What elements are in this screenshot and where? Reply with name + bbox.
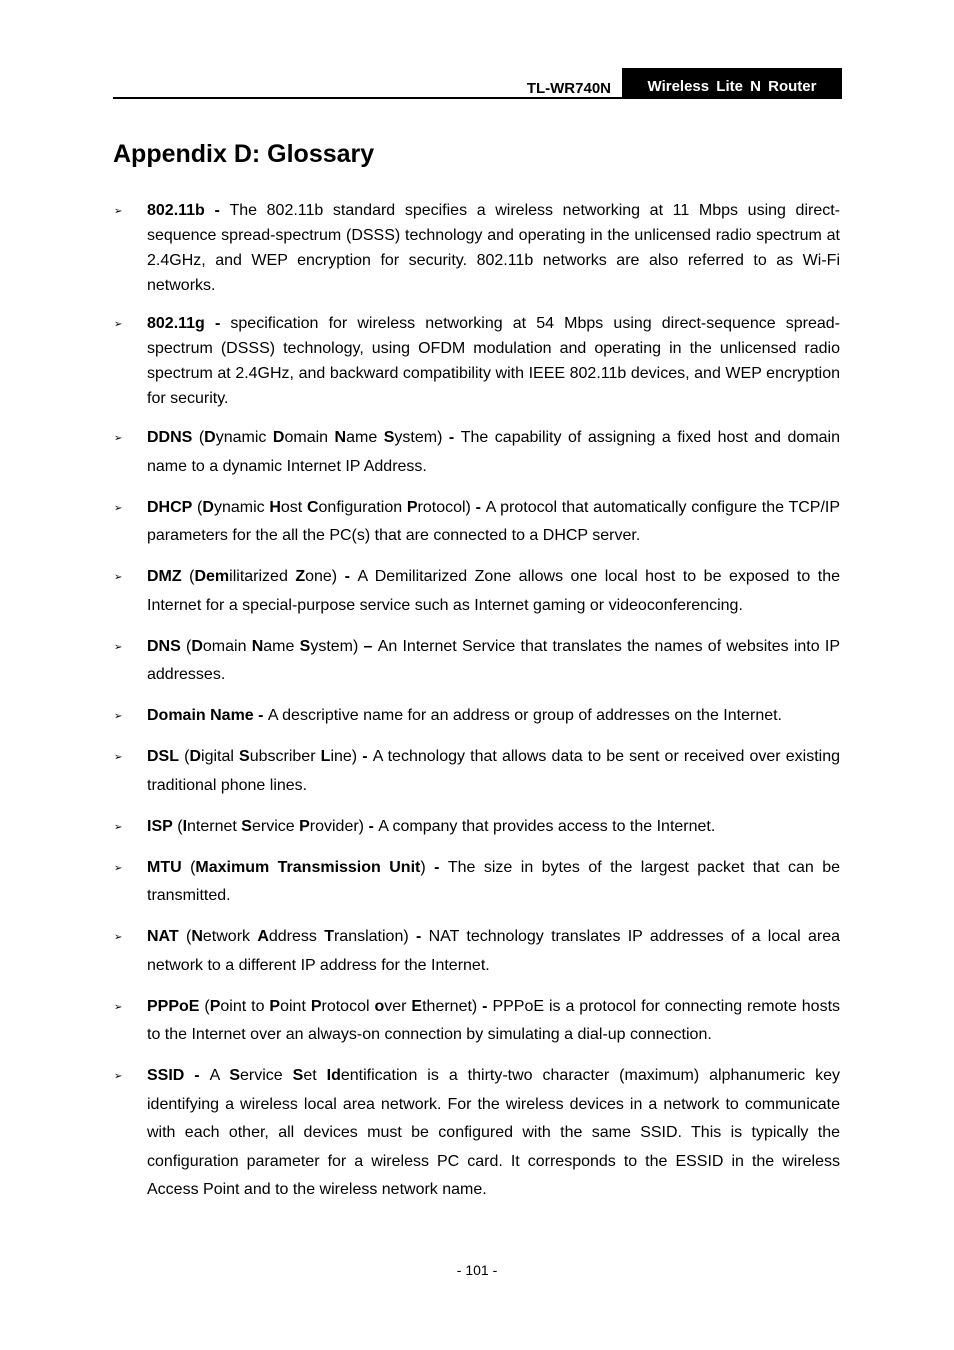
header-rule bbox=[113, 97, 842, 99]
glossary-entry bbox=[113, 1062, 840, 1205]
glossary-definition-text: A protocol that automatically configure the TCP/IP parameters for the all the PC(s) that are connected to a DHCP server. bbox=[147, 498, 841, 544]
arrow-bullet-icon: ➢ bbox=[114, 433, 123, 444]
arrow-bullet-icon: ➢ bbox=[114, 572, 123, 583]
glossary-entry bbox=[113, 993, 840, 1050]
glossary-entry bbox=[113, 424, 840, 481]
glossary-list bbox=[113, 198, 840, 1217]
glossary-definition-text: ilitarized bbox=[229, 568, 296, 585]
glossary-definition-text: rotocol) bbox=[417, 498, 476, 516]
glossary-definition-text: A technology that allows data to be sent or received over existing traditional phone lines. bbox=[147, 748, 840, 794]
glossary-term-text: m bbox=[214, 568, 230, 585]
glossary-term-text: PPPoE bbox=[147, 997, 200, 1015]
glossary-term-text: DDNS bbox=[147, 429, 193, 446]
glossary-term-text: 802.11b - bbox=[147, 202, 230, 219]
glossary-term-text: DMZ bbox=[147, 568, 182, 585]
glossary-definition-text: ( bbox=[180, 637, 192, 655]
arrow-bullet-icon: ➢ bbox=[114, 821, 123, 833]
glossary-definition-text: rovider) bbox=[309, 817, 369, 835]
glossary-entry bbox=[113, 198, 840, 298]
glossary-term-text: I bbox=[182, 817, 188, 835]
glossary-definition-text: ( bbox=[181, 568, 195, 585]
glossary-term-text: P bbox=[269, 997, 281, 1015]
glossary-term-text: N bbox=[251, 637, 264, 655]
glossary-definition-text: ervice bbox=[240, 1067, 293, 1084]
glossary-term-text: N bbox=[334, 429, 347, 446]
glossary-term-text: S bbox=[241, 817, 252, 835]
glossary-definition-text: ost bbox=[280, 498, 307, 516]
glossary-term-text: - bbox=[415, 928, 429, 945]
glossary-term-text: - bbox=[482, 997, 493, 1015]
glossary-definition-text: An Internet Service that translates the names of websites into IP addresses. bbox=[147, 637, 840, 683]
glossary-definition-text: ( bbox=[181, 858, 196, 876]
glossary-definition-text: NAT technology translates IP addresses of a local area network to a different IP address for the Internet. bbox=[147, 928, 840, 974]
glossary-term-text: H bbox=[269, 498, 281, 516]
glossary-term-text: D bbox=[272, 429, 285, 446]
glossary-entry bbox=[113, 563, 840, 620]
glossary-entry bbox=[113, 494, 840, 551]
glossary-term-text: D bbox=[189, 748, 202, 765]
page-header bbox=[113, 68, 842, 99]
glossary-term-text: MTU bbox=[147, 858, 182, 876]
arrow-bullet-icon: ➢ bbox=[114, 1001, 123, 1013]
glossary-definition-text: ver bbox=[384, 997, 412, 1015]
glossary-term-text: D bbox=[204, 429, 216, 446]
glossary-definition-text: omain bbox=[284, 429, 335, 446]
glossary-definition-text: The size in bytes of the largest packet that can be transmitted. bbox=[147, 858, 840, 904]
glossary-definition-text: The 802.11b standard specifies a wireless networking at 11 Mbps using direct-sequence spread-spectrum (DSSS) technology and operating in the unlicensed radio spectrum at 2.4GHz, and WEP encryption for security. 802.11b networks are also referred to as Wi-Fi networks. bbox=[147, 202, 841, 294]
glossary-definition-text: specification for wireless networking at 54 Mbps using direct-sequence spread-spectrum (DSSS) technology, using OFDM modulation and operating in the unlicensed radio spectrum at 2.4GHz, and backward compatibility with IEEE 802.11b devices, and WEP encryption for security. bbox=[147, 315, 841, 407]
glossary-term-text: Domain Name - bbox=[147, 707, 268, 724]
glossary-definition-text: PPPoE is a protocol for connecting remote hosts to the Internet over an always-on connection by simulating a dial-up connection. bbox=[147, 997, 841, 1043]
glossary-term-text: P bbox=[310, 997, 322, 1015]
glossary-term-text: – bbox=[363, 637, 378, 655]
glossary-term-text: DHCP bbox=[147, 498, 193, 516]
glossary-term-text: - bbox=[475, 498, 486, 516]
glossary-definition-text: et bbox=[303, 1067, 327, 1084]
glossary-definition-text: A bbox=[209, 1067, 230, 1084]
glossary-term-text: Z bbox=[295, 568, 306, 585]
glossary-term-text: A bbox=[257, 928, 269, 945]
glossary-term-text: N bbox=[191, 928, 203, 945]
glossary-definition-text: ddress bbox=[268, 928, 325, 945]
glossary-definition-text: nternet bbox=[187, 817, 242, 835]
glossary-term-text: S bbox=[383, 429, 395, 446]
glossary-definition-text: A company that provides access to the Internet. bbox=[378, 817, 716, 835]
arrow-bullet-icon: ➢ bbox=[114, 932, 123, 943]
glossary-definition-text: A Demilitarized Zone allows one local host to be exposed to the Internet for a special-purpose service such as Internet gaming or videoconferencing. bbox=[147, 568, 840, 614]
glossary-definition-text: ine) bbox=[330, 748, 363, 765]
glossary-definition-text: A descriptive name for an address or group of addresses on the Internet. bbox=[267, 707, 782, 724]
glossary-term-text: - bbox=[344, 568, 358, 585]
arrow-bullet-icon: ➢ bbox=[114, 641, 123, 653]
glossary-definition-text: ame bbox=[346, 429, 384, 446]
glossary-definition-text: ( bbox=[178, 928, 192, 945]
glossary-entry bbox=[113, 702, 840, 731]
glossary-term-text: Maximum Transmission Unit bbox=[195, 858, 421, 876]
glossary-entry bbox=[113, 854, 840, 911]
glossary-definition-text: igital bbox=[201, 748, 240, 765]
glossary-term-text: D bbox=[191, 637, 203, 655]
page-number: - 101 - bbox=[456, 1262, 498, 1278]
glossary-entry bbox=[113, 311, 840, 411]
arrow-bullet-icon: ➢ bbox=[114, 206, 123, 217]
glossary-definition-text: ( bbox=[192, 429, 205, 446]
glossary-definition-text: ystem) bbox=[394, 429, 449, 446]
glossary-term-text: - bbox=[448, 429, 461, 446]
glossary-term-text: E bbox=[411, 997, 423, 1015]
glossary-definition-text: thernet) bbox=[422, 997, 483, 1015]
glossary-term-text: ISP bbox=[147, 817, 173, 835]
arrow-bullet-icon: ➢ bbox=[114, 862, 123, 874]
glossary-entry bbox=[113, 633, 840, 690]
arrow-bullet-icon: ➢ bbox=[114, 319, 123, 330]
glossary-term-text: NAT bbox=[147, 928, 179, 945]
arrow-bullet-icon: ➢ bbox=[114, 502, 123, 514]
glossary-term-text: S bbox=[239, 748, 250, 765]
glossary-definition-text: ame bbox=[263, 637, 300, 655]
glossary-definition-text: The capability of assigning a fixed host and domain name to a dynamic Internet IP Address. bbox=[147, 429, 840, 475]
glossary-definition-text: ( bbox=[192, 498, 203, 516]
glossary-entry bbox=[113, 743, 840, 800]
glossary-definition-text: oint bbox=[280, 997, 311, 1015]
glossary-term-text: D bbox=[202, 498, 214, 516]
glossary-definition-text: etwork bbox=[202, 928, 258, 945]
glossary-term-text: o bbox=[374, 997, 385, 1015]
glossary-term-text: S bbox=[292, 1067, 304, 1084]
glossary-term-text: DNS bbox=[147, 637, 181, 655]
glossary-term-text: C bbox=[306, 498, 319, 516]
glossary-term-text: DSL bbox=[147, 748, 179, 765]
glossary-term-text: - bbox=[362, 748, 373, 765]
glossary-definition-text: ynamic bbox=[215, 429, 273, 446]
glossary-definition-text: ervice bbox=[251, 817, 300, 835]
glossary-term-text: T bbox=[324, 928, 334, 945]
glossary-entry bbox=[113, 813, 840, 842]
glossary-definition-text: onfiguration bbox=[318, 498, 407, 516]
glossary-term-text: - bbox=[368, 817, 379, 835]
glossary-term-text: P bbox=[299, 817, 310, 835]
glossary-definition-text: oint to bbox=[220, 997, 270, 1015]
glossary-definition-text: ubscriber bbox=[249, 748, 321, 765]
glossary-definition-text: ynamic bbox=[213, 498, 270, 516]
glossary-definition-text: one) bbox=[305, 568, 345, 585]
glossary-term-text: De bbox=[194, 568, 215, 585]
glossary-definition-text: entification is a thirty-two character (maximum) alphanumeric key identifying a wireless local area network. For the wireless devices in a network to communicate with each other, all devices must be configured with the same SSID. This is typically the configuration parameter for a wireless PC card. It corresponds to the ESSID in the wireless Access Point and to the wireless network name. bbox=[147, 1067, 841, 1198]
arrow-bullet-icon: ➢ bbox=[114, 711, 123, 722]
glossary-term-text: P bbox=[209, 997, 221, 1015]
glossary-term-text: - bbox=[434, 858, 448, 876]
arrow-bullet-icon: ➢ bbox=[114, 1071, 123, 1082]
glossary-definition-text: ( bbox=[199, 997, 210, 1015]
glossary-term-text: 802.11g - bbox=[147, 315, 231, 332]
glossary-definition-text: ranslation) bbox=[333, 928, 416, 945]
glossary-definition-text: ( bbox=[172, 817, 183, 835]
glossary-definition-text: ( bbox=[179, 748, 190, 765]
glossary-definition-text: omain bbox=[202, 637, 252, 655]
glossary-definition-text: ystem) bbox=[310, 637, 364, 655]
header-product-name: Wireless Lite N Router bbox=[622, 68, 842, 99]
arrow-bullet-icon: ➢ bbox=[114, 752, 123, 763]
glossary-term-text: S bbox=[229, 1067, 241, 1084]
glossary-entry bbox=[113, 923, 840, 980]
glossary-definition-text: rotocol bbox=[321, 997, 375, 1015]
glossary-term-text: Id bbox=[326, 1067, 341, 1084]
glossary-term-text: S bbox=[299, 637, 311, 655]
glossary-definition-text: ) bbox=[420, 858, 435, 876]
glossary-term-text: P bbox=[406, 498, 418, 516]
header-model-name: TL-WR740N bbox=[526, 80, 611, 97]
glossary-term-text: SSID - bbox=[147, 1067, 210, 1084]
page-title: Appendix D: Glossary bbox=[113, 140, 375, 168]
glossary-term-text: L bbox=[320, 748, 331, 765]
